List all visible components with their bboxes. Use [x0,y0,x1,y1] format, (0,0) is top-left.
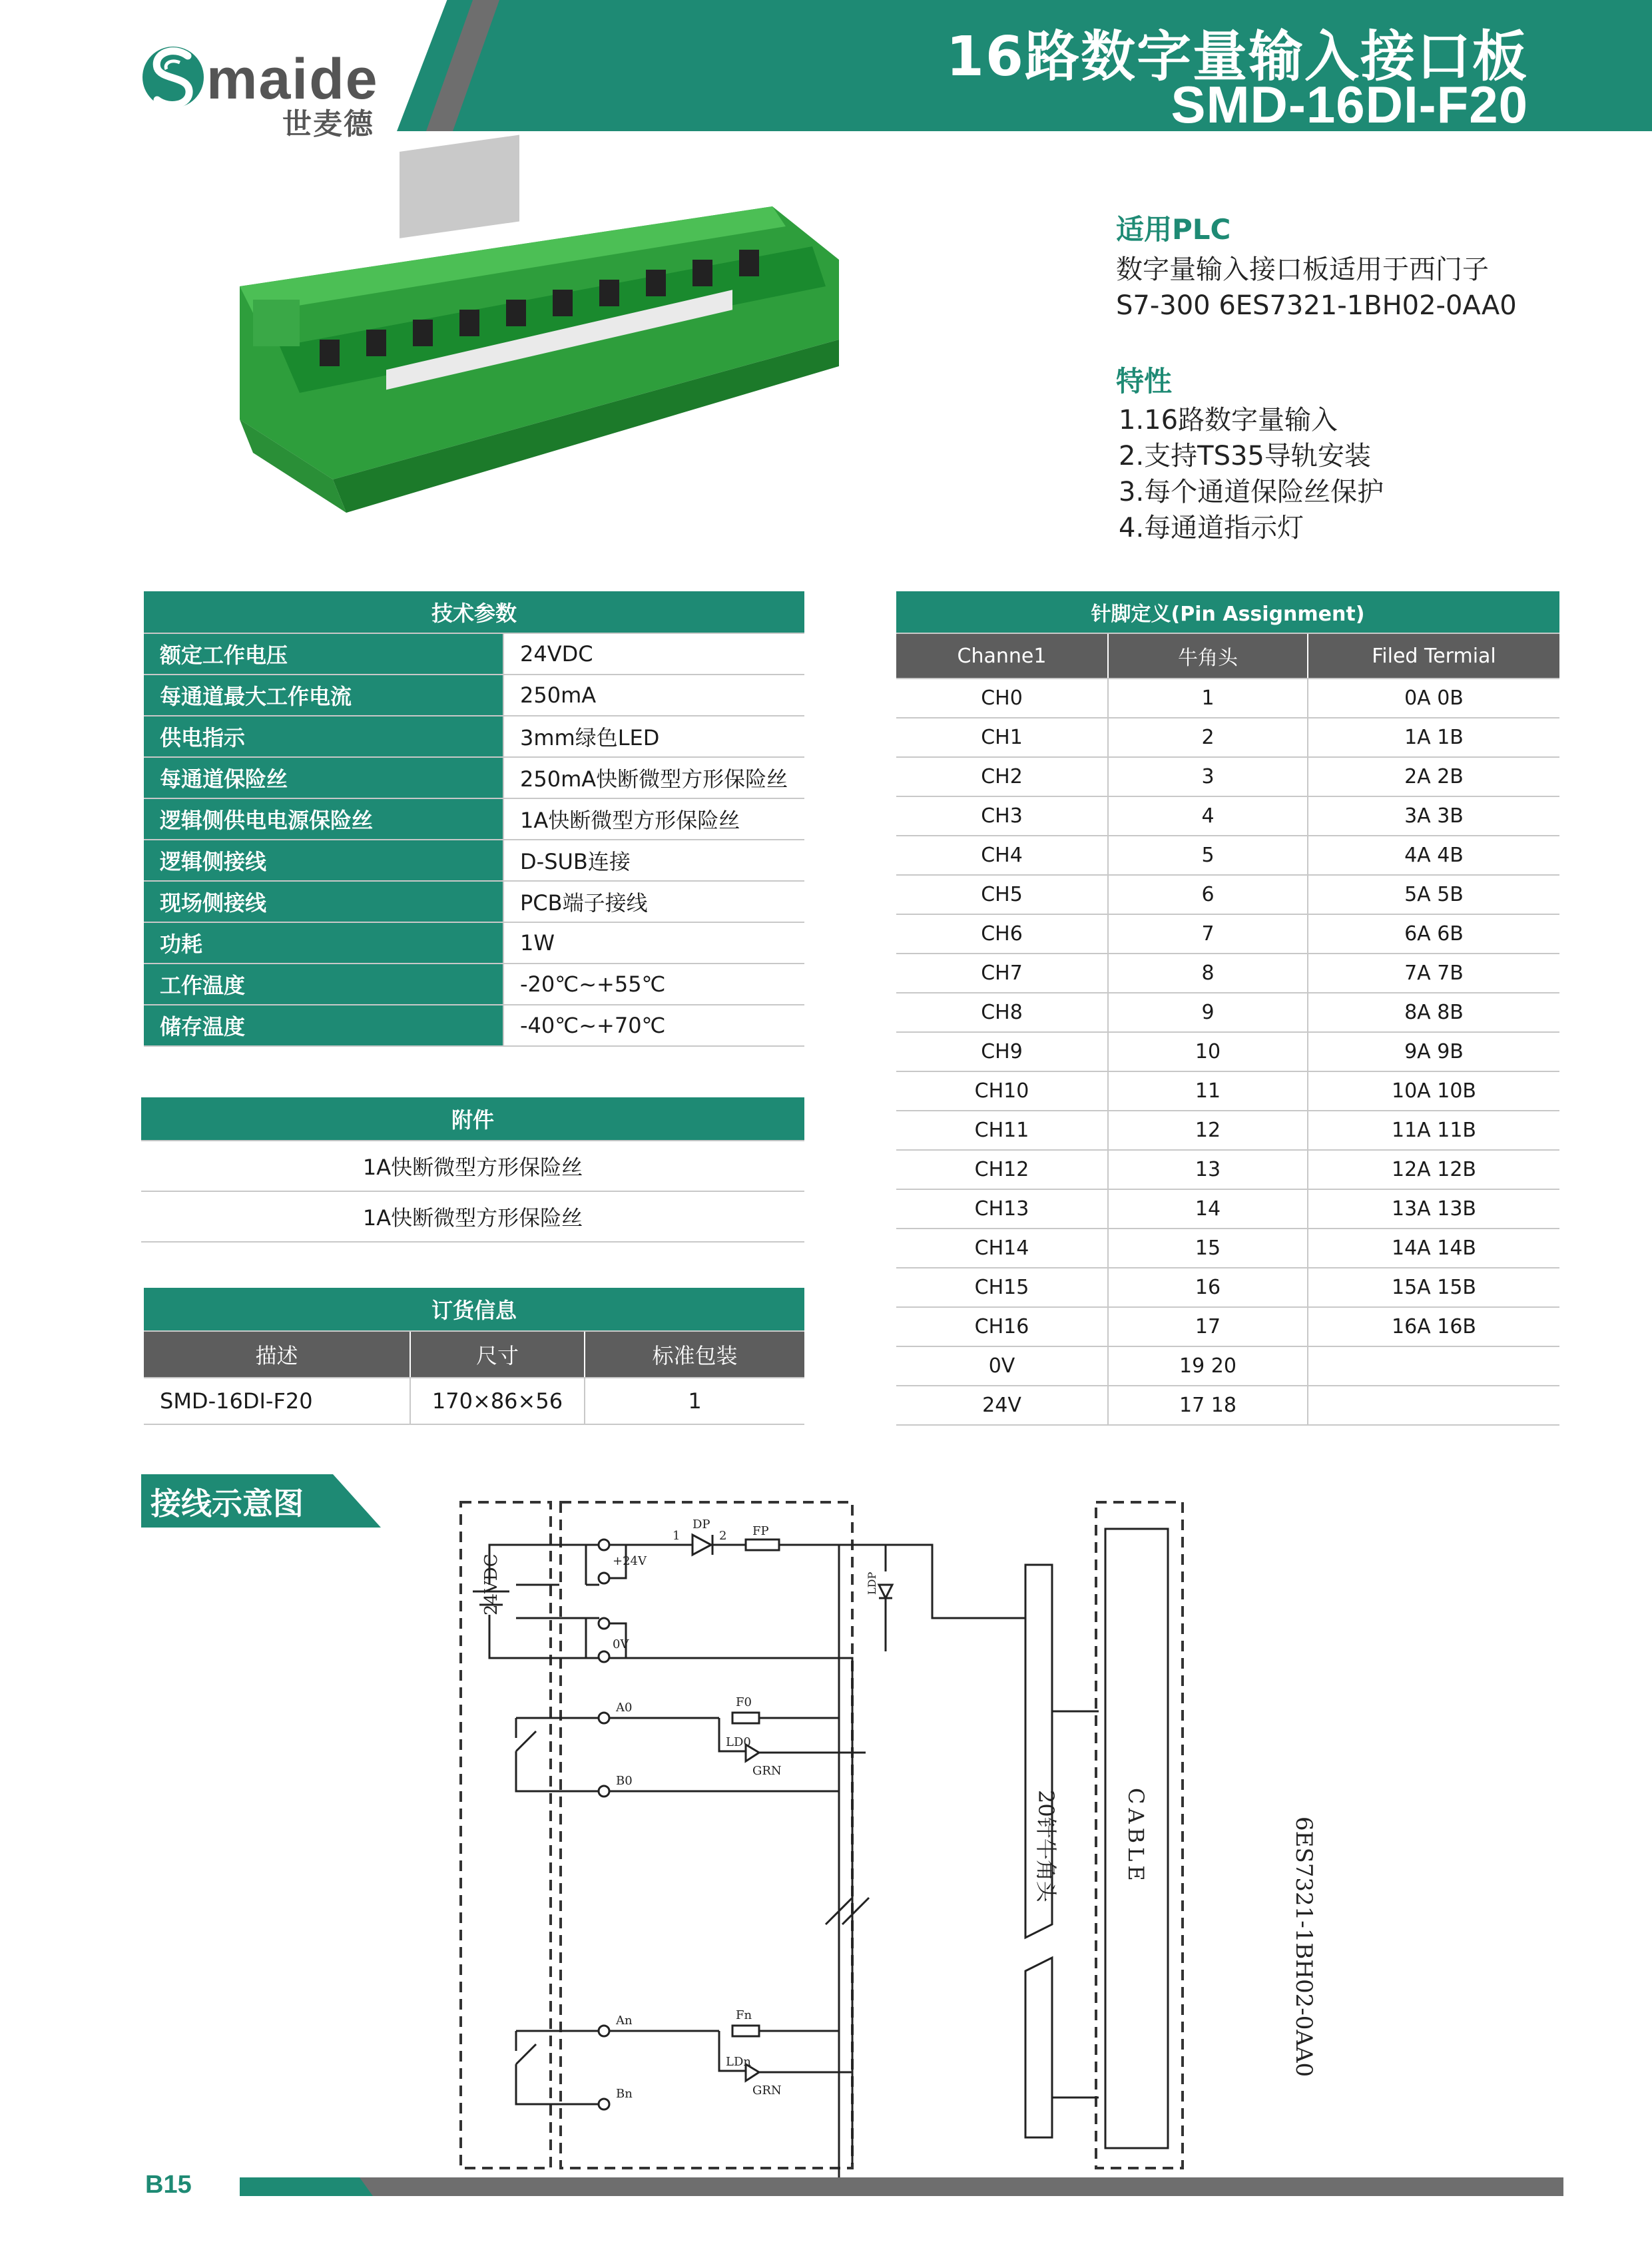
order-cell: 170×86×56 [410,1378,585,1424]
tech-key: 每通道最大工作电流 [144,675,503,716]
pin-cell: 13A 13B [1308,1189,1559,1229]
pin-row [896,1386,1559,1425]
pin-cell: 1A 1B [1308,718,1559,757]
pin-cell: 10 [1108,1032,1308,1071]
brand-name-cn: 世麦德 [282,107,374,141]
pin-cell [1308,1346,1559,1386]
tech-key: 额定工作电压 [144,633,503,675]
pin-cell: 24V [896,1386,1108,1425]
tech-key: 工作温度 [144,964,503,1005]
pin-cell: 1 [1108,679,1308,718]
product-image [200,166,866,559]
wiring-cable-label: CABLE [1123,1788,1149,1885]
wiring-dp-label: DP [692,1518,710,1532]
pin-row [896,718,1559,757]
tech-value: 1A快断微型方形保险丝 [503,798,804,840]
order-table [144,1288,804,1425]
pin-cell: CH9 [896,1032,1108,1071]
tech-table [144,591,804,1047]
footer-bar-accent [240,2177,373,2196]
page-number: B15 [145,2171,192,2199]
pin-cell: 15 [1108,1229,1308,1268]
wiring-bn-label: Bn [616,2087,633,2101]
tech-key: 功耗 [144,922,503,964]
brand-name: maide [206,47,379,111]
pin-cell: 12 [1108,1111,1308,1150]
wiring-grn-label: GRN [752,2084,782,2098]
plc-line-2: S7-300 6ES7321-1BH02-0AA0 [1116,290,1517,321]
feature-item-1: 1.16路数字量输入 [1119,405,1338,435]
pin-cell: 7 [1108,914,1308,954]
wiring-fp-label: FP [752,1524,769,1538]
pin-header: Filed Termial [1308,633,1559,679]
order-header: 描述 [144,1331,410,1378]
wiring-grn-label: GRN [752,1764,782,1778]
order-cell: 1 [585,1378,804,1424]
tech-value: -20℃~+55℃ [503,964,804,1005]
wiring-ldp-label: LDP [866,1571,878,1595]
pin-row [896,993,1559,1032]
pin-row [896,1032,1559,1071]
pin-cell: 14 [1108,1189,1308,1229]
wiring-an-label: An [616,2014,633,2028]
pin-cell: CH10 [896,1071,1108,1111]
pin-cell: 9A 9B [1308,1032,1559,1071]
pin-header: 牛角头 [1108,633,1308,679]
pin-cell: 8 [1108,954,1308,993]
order-cell: SMD-16DI-F20 [144,1378,410,1424]
order-header: 标准包装 [585,1331,804,1378]
pin-row [896,914,1559,954]
brand-logo-icon [140,39,206,119]
wiring-ldn-label: LDn [726,2055,751,2069]
pin-cell: 2A 2B [1308,757,1559,796]
pin-cell: CH3 [896,796,1108,836]
pin-row [896,796,1559,836]
pin-row [896,1189,1559,1229]
pin-caption: 针脚定义(Pin Assignment) [896,591,1559,633]
model-title: SMD-16DI-F20 [1171,75,1528,134]
pin-cell: 17 18 [1108,1386,1308,1425]
tech-key: 储存温度 [144,1005,503,1046]
wiring-0v-label: 0V [613,1637,629,1651]
pin-row [896,1229,1559,1268]
plc-heading: 适用PLC [1116,213,1231,246]
wiring-pin1-label: 1 [673,1529,681,1543]
pin-cell: 17 [1108,1307,1308,1346]
wiring-ld0-label: LD0 [726,1735,751,1749]
pin-cell: 10A 10B [1308,1071,1559,1111]
pin-cell: 0A 0B [1308,679,1559,718]
pin-cell: CH6 [896,914,1108,954]
tech-key: 逻辑侧供电电源保险丝 [144,798,503,840]
pin-cell: 13 [1108,1150,1308,1189]
order-caption: 订货信息 [144,1288,804,1331]
pin-row [896,1268,1559,1307]
pin-cell: CH4 [896,836,1108,875]
pin-cell: 16A 16B [1308,1307,1559,1346]
tech-caption: 技术参数 [144,591,804,633]
tech-key: 每通道保险丝 [144,757,503,798]
wiring-module-label: 6ES7321-1BH02-0AA0 [1290,1817,1317,2078]
pin-row [896,1150,1559,1189]
pin-cell: 11A 11B [1308,1111,1559,1150]
pin-cell: 5A 5B [1308,875,1559,914]
pin-cell: 2 [1108,718,1308,757]
header-divider [426,0,499,131]
wiring-diagram [453,1498,1317,2171]
pin-cell: 15A 15B [1308,1268,1559,1307]
pin-row [896,1111,1559,1150]
wiring-fn-label: Fn [736,2008,752,2022]
pin-row [896,875,1559,914]
plc-line-1: 数字量输入接口板适用于西门子 [1116,254,1489,285]
tech-key: 供电指示 [144,716,503,757]
tech-value: 1W [503,922,804,964]
feature-item-3: 3.每个通道保险丝保护 [1119,477,1384,507]
pin-cell: CH15 [896,1268,1108,1307]
feature-item-4: 4.每通道指示灯 [1119,513,1304,543]
tech-key: 逻辑侧接线 [144,840,503,881]
page-title: 16路数字量输入接口板 [946,25,1528,89]
pin-row [896,836,1559,875]
pin-cell: 3A 3B [1308,796,1559,836]
footer-bar [240,2177,1563,2196]
pin-cell: CH7 [896,954,1108,993]
pin-cell: 4 [1108,796,1308,836]
pin-cell: 3 [1108,757,1308,796]
pin-cell: 6 [1108,875,1308,914]
tech-value: 24VDC [503,633,804,675]
tech-value: PCB端子接线 [503,881,804,922]
accessory-caption: 附件 [141,1097,804,1141]
pin-cell: 12A 12B [1308,1150,1559,1189]
pin-row [896,1346,1559,1386]
pin-cell: CH5 [896,875,1108,914]
pin-row [896,1071,1559,1111]
pin-row [896,757,1559,796]
pin-cell: 4A 4B [1308,836,1559,875]
pin-cell: CH16 [896,1307,1108,1346]
pin-row [896,1307,1559,1346]
accessory-item: 1A快断微型方形保险丝 [141,1191,804,1242]
pin-cell: CH1 [896,718,1108,757]
pin-cell: CH14 [896,1229,1108,1268]
tech-value: 3mm绿色LED [503,716,804,757]
pin-cell: 5 [1108,836,1308,875]
pin-cell: CH0 [896,679,1108,718]
pin-cell: 0V [896,1346,1108,1386]
wiring-a0-label: A0 [616,1701,633,1715]
pin-table [896,591,1559,1426]
pin-row [896,954,1559,993]
pin-cell: 8A 8B [1308,993,1559,1032]
wiring-supply-label: 24VDC [481,1553,501,1615]
wiring-plus24-label: +24V [613,1554,647,1568]
pin-cell: CH2 [896,757,1108,796]
pin-cell: 9 [1108,993,1308,1032]
tech-value: -40℃~+70℃ [503,1005,804,1046]
tech-value: D-SUB连接 [503,840,804,881]
pin-cell: 14A 14B [1308,1229,1559,1268]
pin-cell: 11 [1108,1071,1308,1111]
features-heading: 特性 [1116,365,1173,398]
pin-cell: CH12 [896,1150,1108,1189]
wiring-header-label: 20针牛角头 [1033,1790,1059,1902]
pin-cell: CH13 [896,1189,1108,1229]
pin-header: Channe1 [896,633,1108,679]
accessory-table [141,1097,804,1243]
pin-cell: CH8 [896,993,1108,1032]
tech-value: 250mA [503,675,804,716]
wiring-f0-label: F0 [736,1695,752,1709]
pin-row [896,679,1559,718]
wiring-pin2-label: 2 [719,1529,727,1543]
tech-value: 250mA快断微型方形保险丝 [503,757,804,798]
pin-cell: 6A 6B [1308,914,1559,954]
wiring-heading: 接线示意图 [150,1486,304,1522]
wiring-b0-label: B0 [616,1774,633,1788]
pin-cell: CH11 [896,1111,1108,1150]
pin-cell [1308,1386,1559,1425]
tech-key: 现场侧接线 [144,881,503,922]
pin-cell: 19 20 [1108,1346,1308,1386]
order-header: 尺寸 [410,1331,585,1378]
pin-cell: 7A 7B [1308,954,1559,993]
accessory-item: 1A快断微型方形保险丝 [141,1141,804,1191]
feature-item-2: 2.支持TS35导轨安装 [1119,441,1371,471]
pin-cell: 16 [1108,1268,1308,1307]
